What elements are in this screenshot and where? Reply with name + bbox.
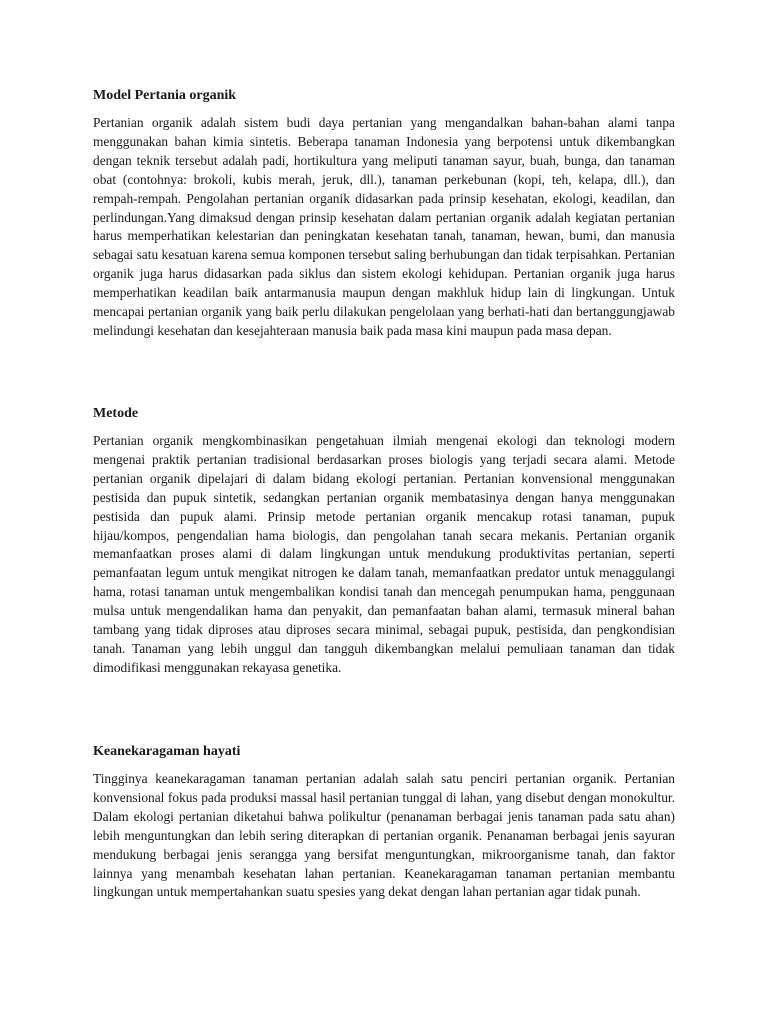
section-heading: Model Pertania organik: [93, 88, 237, 103]
section-paragraph: Pertanian organik adalah sistem budi daya pertanian yang mengandalkan bahan-bahan alami tanpa menggunakan bahan kimia sintetis. Beberapa tanaman Indonesia yang berpotensi untuk dikembangkan dengan teknik tersebut adalah padi, hortikultura yang meliputi tanaman sayur, buah, bunga, dan tanaman obat (contohnya: brokoli, kubis merah, jeruk, dll.), tanaman perkebunan (kopi, teh, kelapa, dll.), dan rempah-rempah. Pengolahan pertanian organik didasarkan pada prinsip kesehatan, ekologi, keadilan, dan perlindungan.Yang dimaksud dengan prinsip kesehatan dalam pertanian organik adalah kegiatan pertanian harus memperhatikan kelestarian dan peningkatan kesehatan tanah, tanaman, hewan, bumi, dan manusia sebagai satu kesatuan karena semua komponen tersebut saling berhubungan dan tidak terpisahkan. Pertanian organik juga harus didasarkan pada siklus dan sistem ekologi kehidupan. Pertanian organik juga harus memperhatikan keadilan baik antarmanusia maupun dengan makhluk hidup lain di lingkungan. Untuk mencapai pertanian organik yang baik perlu dilakukan pengelolaan yang berhati-hati dan bertanggungjawab melindungi kesehatan dan kesejahteraan manusia baik pada masa kini maupun pada masa depan.: [93, 115, 675, 338]
section-paragraph: Pertanian organik mengkombinasikan pengetahuan ilmiah mengenai ekologi dan teknologi modern mengenai praktik pertanian tradisional berdasarkan proses biologis yang terjadi secara alami. Metode pertanian organik dipelajari di dalam bidang ekologi pertanian. Pertanian konvensional menggunakan pestisida dan pupuk sintetik, sedangkan pertanian organik membatasinya dengan hanya menggunakan pestisida dan pupuk alami. Prinsip metode pertanian organik mencakup rotasi tanaman, pupuk hijau/kompos, pengendalian hama biologis, dan pengolahan tanah secara mekanis. Pertanian organik memanfaatkan proses alami di dalam lingkungan untuk mendukung produktivitas pertanian, seperti pemanfaatan legum untuk mengikat nitrogen ke dalam tanah, memanfaatkan predator untuk menaggulangi hama, rotasi tanaman untuk mengembalikan kondisi tanah dan mencegah penumpukan hama, penggunaan mulsa untuk mengendalikan hama dan penyakit, dan pemanfaatan bahan alami, termasuk mineral bahan tambang yang tidak diproses atau diproses secara minimal, sebagai pupuk, pestisida, dan pengkondisian tanah. Tanaman yang lebih unggul dan tangguh dikembangkan melalui pemuliaan tanaman dan tidak dimodifikasi menggunakan rekayasa genetika.: [93, 433, 675, 675]
section-metode: [93, 404, 675, 678]
section-paragraph: Tingginya keanekaragaman tanaman pertanian adalah salah satu penciri pertanian organik. Pertanian konvensional fokus pada produksi massal hasil pertanian tunggal di lahan, yang disebut dengan monokultur. Dalam ekologi pertanian diketahui bahwa polikultur (penanaman berbagai jenis tanaman pada satu ahan) lebih menguntungkan dan lebih sering diterapkan di pertanian organik. Penanaman berbagai jenis sayuran mendukung berbagai jenis serangga yang bersifat menguntungkan, mikroorganisme tanah, dan faktor lainnya yang menambah kesehatan lahan pertanian. Keanekaragaman tanaman pertanian membantu lingkungan untuk mempertahankan suatu spesies yang dekat dengan lahan pertanian agar tidak punah.: [93, 771, 675, 900]
section-heading: Metode: [93, 406, 139, 421]
section-model-pertanian-organik: [93, 86, 675, 341]
section-keanekaragaman-hayati: [93, 742, 675, 902]
document-page: [93, 86, 675, 900]
section-heading: Keanekaragaman hayati: [93, 744, 241, 759]
